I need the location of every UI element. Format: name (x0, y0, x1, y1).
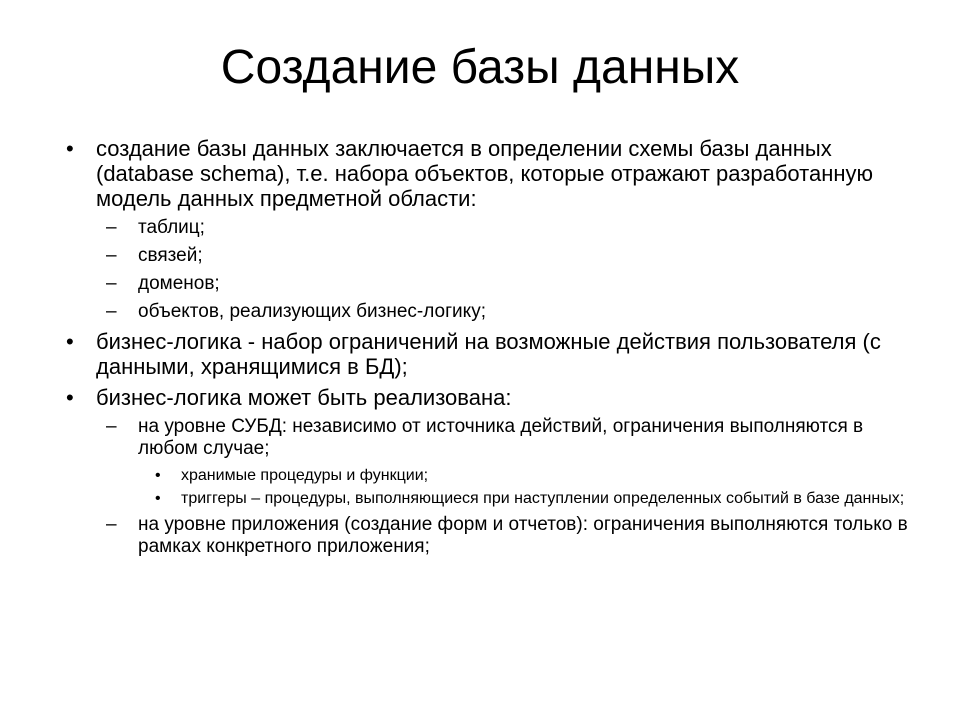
list-item-text: создание базы данных заключается в определении схемы базы данных (database schema), т.е. набора объектов, которые отражают разработанную модель данных предметной области: (96, 136, 874, 211)
dash-icon: – (106, 301, 117, 322)
bullet-icon: • (66, 329, 74, 354)
dash-icon: – (106, 217, 117, 238)
list-item-l2 (64, 217, 914, 239)
list-item-l2 (64, 273, 914, 295)
list-item-text: хранимые процедуры и функции; (181, 467, 429, 484)
dash-icon: – (106, 273, 117, 294)
list-item-text: бизнес-логика может быть реализована: (96, 385, 512, 410)
list-item-text: триггеры – процедуры, выполняющиеся при наступлении определенных событий в базе данных; (181, 490, 905, 507)
list-item-l3 (64, 489, 914, 508)
list-item-l1 (64, 329, 914, 379)
dash-icon: – (106, 416, 117, 437)
list-item-text: объектов, реализующих бизнес-логику; (138, 301, 486, 322)
list-item-l2 (64, 514, 914, 558)
list-item-text: бизнес-логика - набор ограничений на возможные действия пользователя (с данными, хранящимися в БД); (96, 329, 881, 379)
list-item-text: на уровне СУБД: независимо от источника действий, ограничения выполняются в любом случае; (138, 416, 864, 459)
dash-icon: – (106, 514, 117, 535)
list-item-text: на уровне приложения (создание форм и отчетов): ограничения выполняются только в рамках конкретного приложения; (138, 514, 908, 557)
bullet-icon: • (66, 136, 74, 161)
list-item-text: связей; (138, 245, 203, 266)
list-item-l1 (64, 136, 914, 211)
list-item-l3 (64, 466, 914, 485)
bullet-list (64, 136, 914, 564)
bullet-icon: • (155, 467, 161, 484)
slide-title: Создание базы данных (220, 41, 740, 94)
list-item-text: таблиц; (138, 217, 205, 238)
list-item-text: доменов; (138, 273, 220, 294)
dash-icon: – (106, 245, 117, 266)
bullet-icon: • (66, 385, 74, 410)
list-item-l1 (64, 385, 914, 410)
list-item-l2 (64, 301, 914, 323)
bullet-icon: • (155, 490, 161, 507)
list-item-l2 (64, 416, 914, 460)
list-item-l2 (64, 245, 914, 267)
